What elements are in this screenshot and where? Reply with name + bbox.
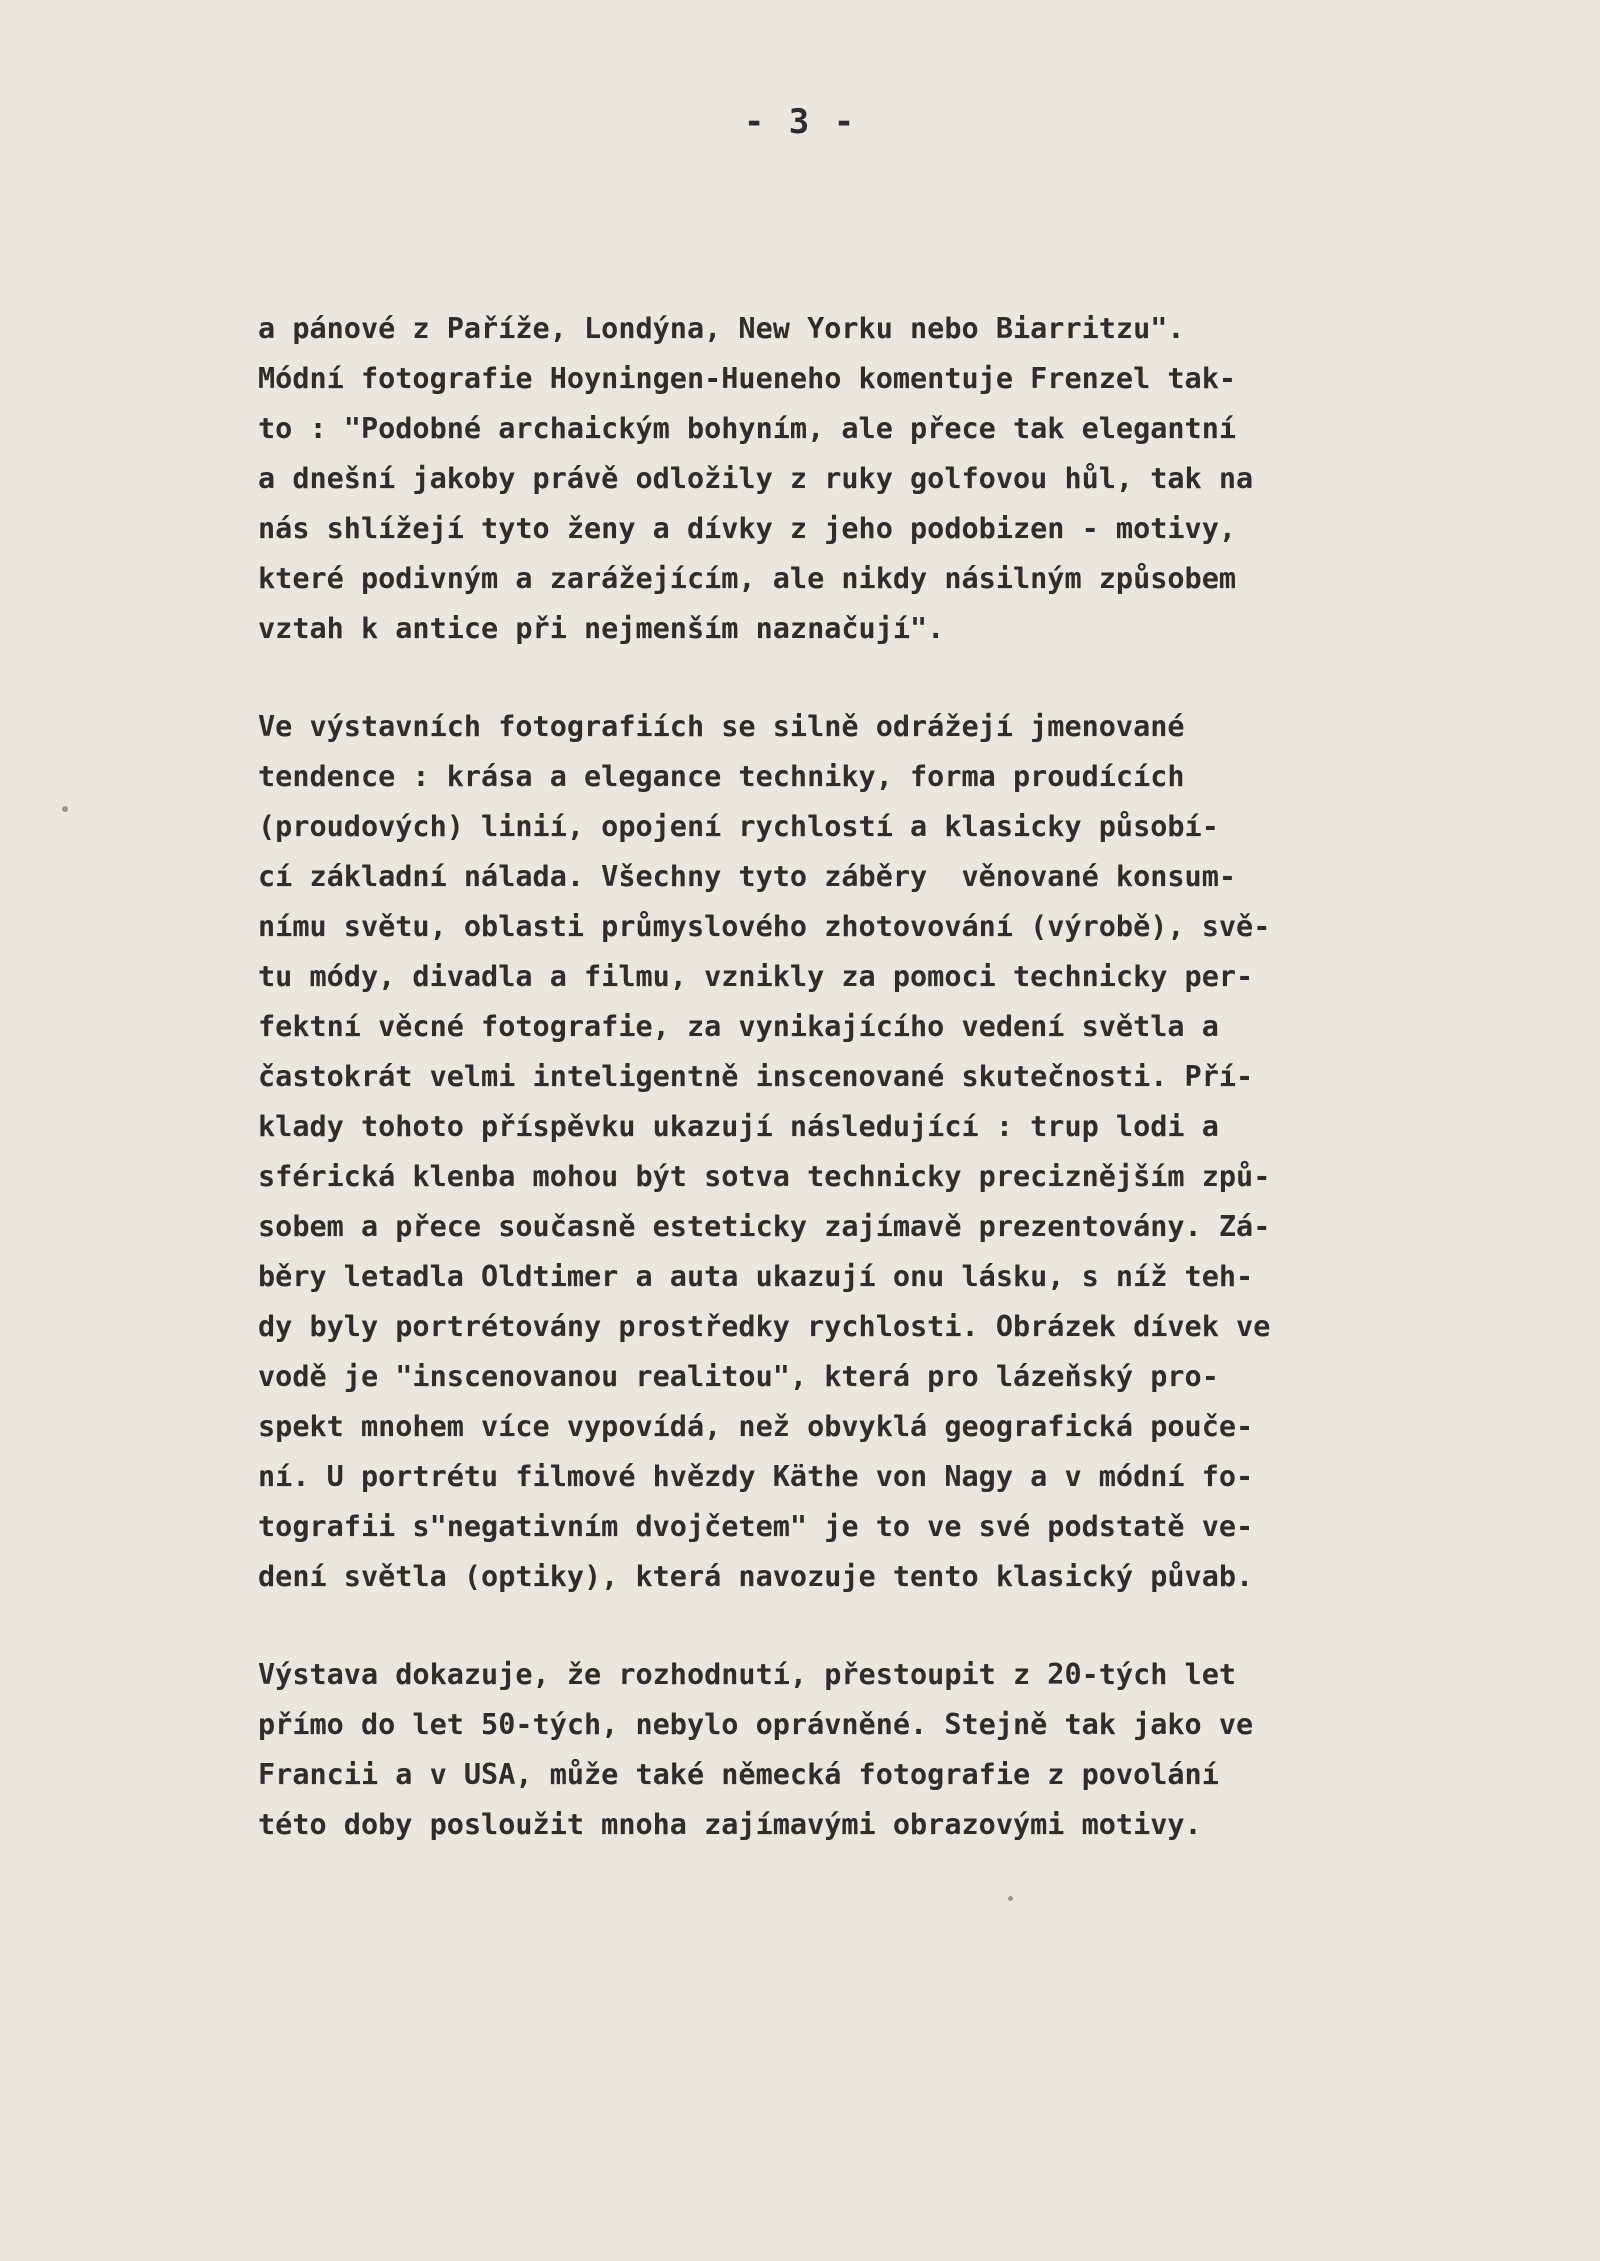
text-line: fektní věcné fotografie, za vynikajícího vedení světla a (258, 1010, 1219, 1043)
text-line: přímo do let 50-tých, nebylo oprávněné. Stejně tak jako ve (258, 1708, 1254, 1741)
text-line: tu módy, divadla a filmu, vznikly za pomoci technicky per- (258, 960, 1254, 993)
paper-speck (62, 806, 68, 812)
paragraph-1 (258, 304, 1468, 654)
paragraph-2 (258, 702, 1468, 1602)
text-line: sférická klenba mohou být sotva technicky preciznějším způ- (258, 1160, 1271, 1193)
text-line: a pánové z Paříže, Londýna, New Yorku nebo Biarritzu". (258, 312, 1185, 345)
text-line: Francii a v USA, může také německá fotografie z povolání (258, 1758, 1219, 1791)
text-line: vodě je "inscenovanou realitou", která pro lázeňský pro- (258, 1360, 1219, 1393)
text-line: tografii s"negativním dvojčetem" je to ve své podstatě ve- (258, 1510, 1254, 1543)
text-line: a dnešní jakoby právě odložily z ruky golfovou hůl, tak na (258, 462, 1254, 495)
text-line: častokrát velmi inteligentně inscenované skutečnosti. Pří- (258, 1060, 1254, 1093)
text-line: běry letadla Oldtimer a auta ukazují onu lásku, s níž teh- (258, 1260, 1254, 1293)
paragraph-3 (258, 1650, 1468, 1850)
text-line: dení světla (optiky), která navozuje tento klasický půvab. (258, 1560, 1254, 1593)
text-line: Módní fotografie Hoyningen-Hueneho komentuje Frenzel tak- (258, 362, 1237, 395)
paper-speck (1008, 1896, 1013, 1901)
text-line: tendence : krása a elegance techniky, forma proudících (258, 760, 1185, 793)
text-line: klady tohoto příspěvku ukazují následující : trup lodi a (258, 1110, 1219, 1143)
text-line: cí základní nálada. Všechny tyto záběry věnované konsum- (258, 860, 1237, 893)
text-line: nímu světu, oblasti průmyslového zhotovování (výrobě), svě- (258, 910, 1271, 943)
page-number: - 3 - (743, 102, 857, 142)
text-line: které podivným a zarážejícím, ale nikdy násilným způsobem (258, 562, 1237, 595)
text-line: (proudových) linií, opojení rychlostí a klasicky působí- (258, 810, 1219, 843)
text-line: dy byly portrétovány prostředky rychlosti. Obrázek dívek ve (258, 1310, 1271, 1343)
text-line: vztah k antice při nejmenším naznačují". (258, 612, 945, 645)
text-line: této doby posloužit mnoha zajímavými obrazovými motivy. (258, 1808, 1202, 1841)
text-line: Výstava dokazuje, že rozhodnutí, přestoupit z 20-tých let (258, 1658, 1237, 1691)
text-line: sobem a přece současně esteticky zajímavě prezentovány. Zá- (258, 1210, 1271, 1243)
text-line: ní. U portrétu filmové hvězdy Käthe von Nagy a v módní fo- (258, 1460, 1254, 1493)
text-line: nás shlížejí tyto ženy a dívky z jeho podobizen - motivy, (258, 512, 1237, 545)
text-line: to : "Podobné archaickým bohyním, ale přece tak elegantní (258, 412, 1237, 445)
text-line: Ve výstavních fotografiích se silně odrážejí jmenované (258, 710, 1185, 743)
text-line: spekt mnohem více vypovídá, než obvyklá geografická poučе- (258, 1410, 1254, 1443)
